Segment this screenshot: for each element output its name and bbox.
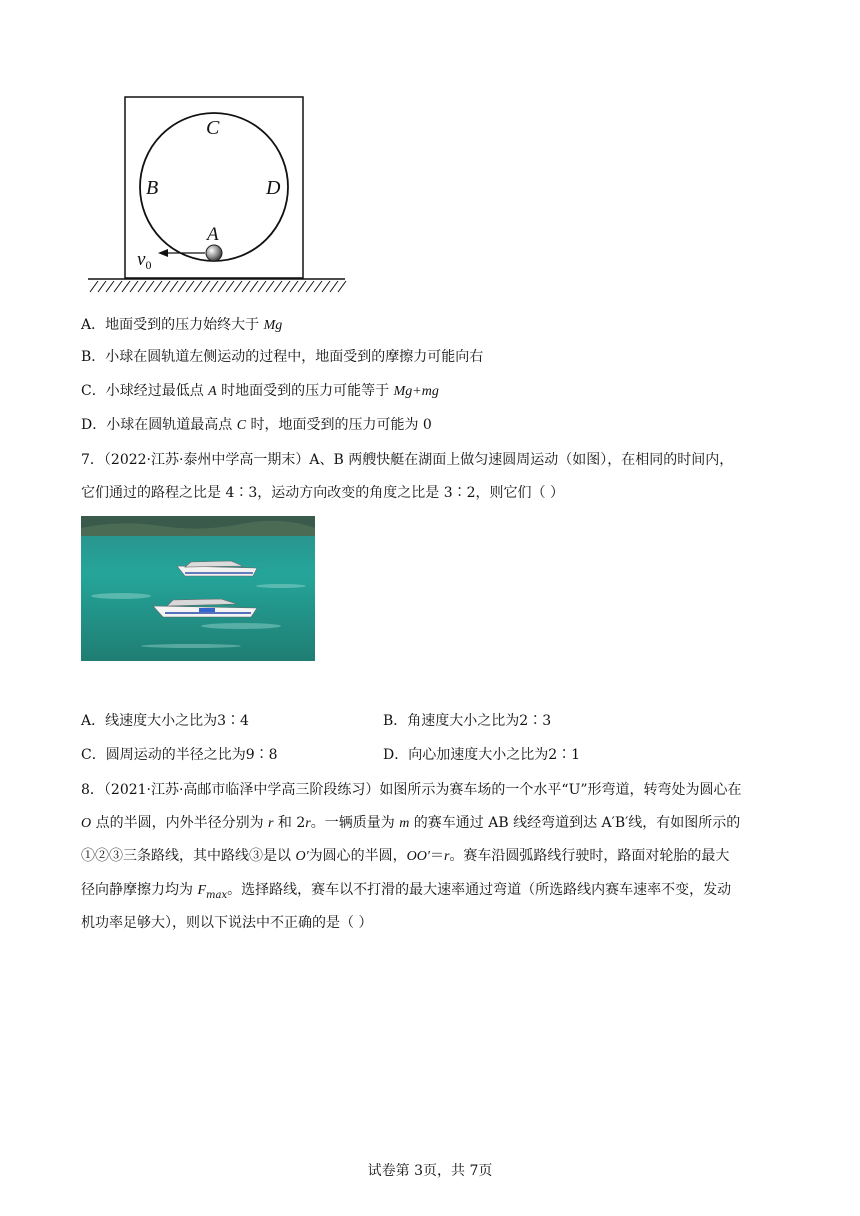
label-v0: $v_0$ — [137, 249, 152, 272]
q7-option-d: D．向心加速度大小之比为2∶1 — [383, 747, 581, 763]
q8-line4: 径向静摩擦力均为 $F_{max}$。选择路线，赛车以不打滑的最大速率通过弯道（所选路线内赛车速率不变，发动 — [81, 882, 732, 901]
q7-option-a: A．线速度大小之比为3∶4 — [81, 713, 249, 729]
q7-option-c: C．圆周运动的半径之比为9∶8 — [81, 747, 278, 763]
q8-line5: 机功率足够大），则以下说法中不正确的是（ ） — [81, 915, 373, 931]
q6-option-b: B．小球在圆轨道左侧运动的过程中，地面受到的摩擦力可能向右 — [81, 349, 484, 365]
label-b: B — [146, 177, 159, 199]
q6-option-a: A．地面受到的压力始终大于 Mg — [81, 317, 283, 333]
label-c: C — [206, 117, 220, 139]
q7-option-b: B．角速度大小之比为2∶3 — [383, 713, 552, 729]
page-footer: 试卷第 3页，共 7页 — [367, 1163, 493, 1179]
q7-stem-line1: 7．（2022·江苏·泰州中学高一期末）A、B 两艘快艇在湖面上做匀速圆周运动（如图），在相同的时间内， — [81, 452, 734, 468]
speedboats-photo — [81, 516, 315, 661]
label-d: D — [266, 177, 281, 199]
q6-option-c: C．小球经过最低点 A 时地面受到的压力可能等于 Mg+mg — [81, 383, 439, 399]
q8-line1: 8．（2021·江苏·高邮市临泽中学高三阶段练习）如图所示为赛车场的一个水平“U”形弯道，转弯处为圆心在 — [81, 782, 742, 798]
q7-stem-line2: 它们通过的路程之比是 4∶3，运动方向改变的角度之比是 3∶2，则它们（ ） — [81, 485, 564, 501]
q6-option-d: D．小球在圆轨道最高点 C 时，地面受到的压力可能为 0 — [81, 417, 432, 433]
loop-track-figure — [80, 88, 360, 298]
ball — [206, 245, 222, 261]
q8-line2: O 点的半圆，内外半径分别为 r 和 2r。一辆质量为 m 的赛车通过 AB 线经弯道到达 A′B′线，有如图所示的 — [81, 815, 741, 831]
label-a: A — [207, 224, 219, 245]
q8-line3: ①②③三条路线，其中路线③是以 O′为圆心的半圆，OO′＝r。赛车沿圆弧路线行驶时，路面对轮胎的最大 — [81, 848, 730, 864]
